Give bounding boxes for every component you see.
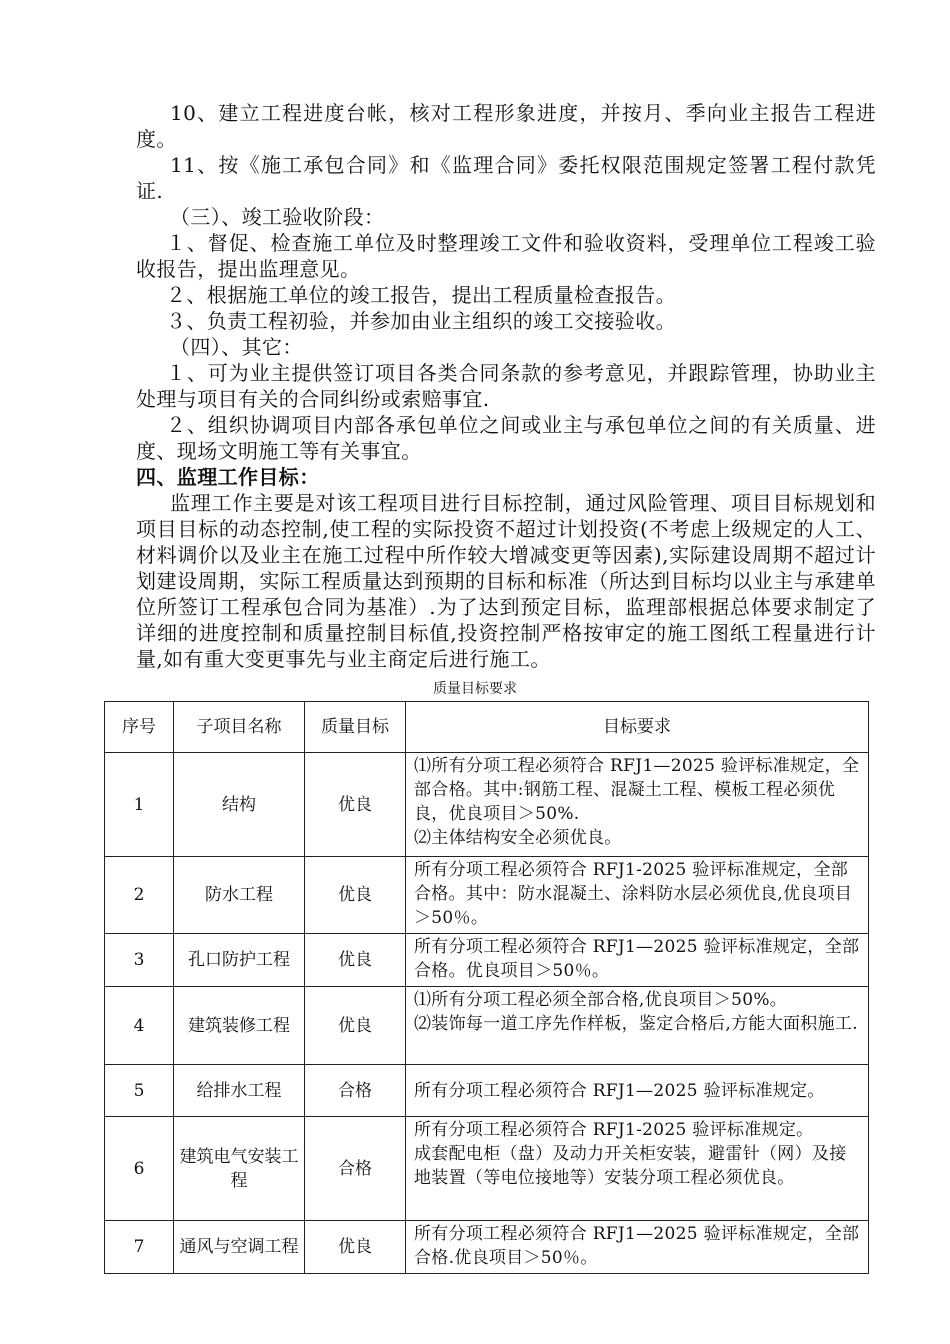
completion-item-3: ３、负责工程初验，并参加由业主组织的竣工交接验收。 — [166, 309, 676, 333]
cell-name: 通风与空调工程 — [174, 1221, 305, 1274]
cell-requirement — [406, 1117, 869, 1221]
requirement-line: ⑴所有分项工程必须符合 RFJ1—2025 验评标准规定，全部合格。其中:钢筋工程、混凝土工程、模板工程必须优良，优良项目＞50%. — [414, 756, 860, 824]
table-row — [105, 857, 869, 934]
cell-no: 5 — [105, 1065, 174, 1117]
requirement-line: 所有分项工程必须符合 RFJ1-2025 验评标准规定。 — [414, 1120, 814, 1140]
completion-item-2: ２、根据施工单位的竣工报告，提出工程质量检查报告。 — [166, 283, 676, 307]
requirement-line: ⑴所有分项工程必须全部合格,优良项目＞50%。 — [414, 990, 788, 1010]
header-quality: 质量目标 — [305, 702, 406, 753]
cell-requirement — [406, 1065, 869, 1117]
header-no: 序号 — [105, 702, 174, 753]
cell-quality: 合格 — [305, 1117, 406, 1221]
cell-requirement — [406, 934, 869, 987]
table-row — [105, 753, 869, 857]
table-row — [105, 1117, 869, 1221]
cell-name: 建筑装修工程 — [174, 987, 305, 1065]
section-heading-completion: （三）、竣工验收阶段： — [170, 205, 385, 229]
cell-name: 建筑电气安装工程 — [174, 1117, 305, 1221]
cell-quality: 优良 — [305, 753, 406, 857]
header-subproject: 子项目名称 — [174, 702, 305, 753]
cell-requirement — [406, 857, 869, 934]
requirement-line: 所有分项工程必须符合 RFJ1—2025 验评标准规定，全部合格.优良项目＞50％。 — [414, 1224, 860, 1268]
requirement-line: 成套配电柜（盘）及动力开关柜安装，避雷针（网）及接地装置（等电位接地等）安装分项工程必须优良。 — [414, 1144, 847, 1188]
cell-name: 防水工程 — [174, 857, 305, 934]
cell-no: 3 — [105, 934, 174, 987]
cell-name: 孔口防护工程 — [174, 934, 305, 987]
section-heading-other: （四）、其它： — [170, 335, 303, 359]
cell-requirement — [406, 1221, 869, 1274]
cell-name: 结构 — [174, 753, 305, 857]
cell-name: 给排水工程 — [174, 1065, 305, 1117]
requirement-line: 所有分项工程必须符合 RFJ1-2025 验评标准规定，全部合格。其中：防水混凝土、涂料防水层必须优良,优良项目＞50％。 — [414, 860, 853, 928]
other-item-1: １、可为业主提供签订项目各类合同条款的参考意见，并跟踪管理，协助业主处理与项目有关的合同纠纷或索赔事宜. — [136, 361, 876, 411]
table-row — [105, 934, 869, 987]
cell-no: 1 — [105, 753, 174, 857]
header-requirement: 目标要求 — [406, 702, 869, 753]
body-text — [136, 100, 876, 672]
cell-quality: 优良 — [305, 934, 406, 987]
completion-item-1: １、督促、检查施工单位及时整理竣工文件和验收资料，受理单位工程竣工验收报告，提出监理意见。 — [136, 231, 876, 281]
goal-paragraph: 监理工作主要是对该工程项目进行目标控制，通过风险管理、项目目标规划和项目目标的动态控制,使工程的实际投资不超过计划投资(不考虑上级规定的人工、材料调价以及业主在施工过程中所作较大增减变更等因素),实际建设周期不超过计划建设周期，实际工程质量达到预期的目标和标准（所达到目标均以业主与承建单位所签订工程承包合同为基准）.为了达到预定目标，监理部根据总体要求制定了详细的进度控制和质量控制目标值,投资控制严格按审定的施工图纸工程量进行计量,如有重大变更事先与业主商定后进行施工。 — [136, 491, 876, 671]
paragraph-item-11: 11、按《施工承包合同》和《监理合同》委托权限范围规定签署工程付款凭证. — [136, 153, 876, 203]
cell-quality: 优良 — [305, 987, 406, 1065]
cell-quality: 优良 — [305, 1221, 406, 1274]
requirement-line: 所有分项工程必须符合 RFJ1—2025 验评标准规定。 — [414, 1080, 825, 1101]
table-row — [105, 987, 869, 1065]
table-row — [105, 1065, 869, 1117]
cell-no: 6 — [105, 1117, 174, 1221]
requirement-line: 所有分项工程必须符合 RFJ1—2025 验评标准规定，全部合格。优良项目＞50％。 — [414, 937, 860, 981]
requirement-line: ⑵主体结构安全必须优良。 — [414, 828, 622, 848]
table-header-row — [105, 702, 869, 753]
cell-no: 4 — [105, 987, 174, 1065]
cell-requirement — [406, 753, 869, 857]
cell-requirement — [406, 987, 869, 1065]
requirement-line: ⑵装饰每一道工序先作样板，鉴定合格后,方能大面积施工. — [414, 1014, 858, 1034]
cell-no: 2 — [105, 857, 174, 934]
cell-quality: 合格 — [305, 1065, 406, 1117]
table-row — [105, 1221, 869, 1274]
cell-no: 7 — [105, 1221, 174, 1274]
table-caption: 质量目标要求 — [433, 681, 517, 697]
cell-quality: 优良 — [305, 857, 406, 934]
chapter-heading-goals: 四、监理工作目标： — [136, 465, 320, 489]
other-item-2: ２、组织协调项目内部各承包单位之间或业主与承包单位之间的有关质量、进度、现场文明施工等有关事宜。 — [136, 413, 876, 463]
quality-target-table — [104, 701, 869, 1274]
paragraph-item-10: 10、建立工程进度台帐，核对工程形象进度，并按月、季向业主报告工程进度。 — [136, 101, 876, 151]
